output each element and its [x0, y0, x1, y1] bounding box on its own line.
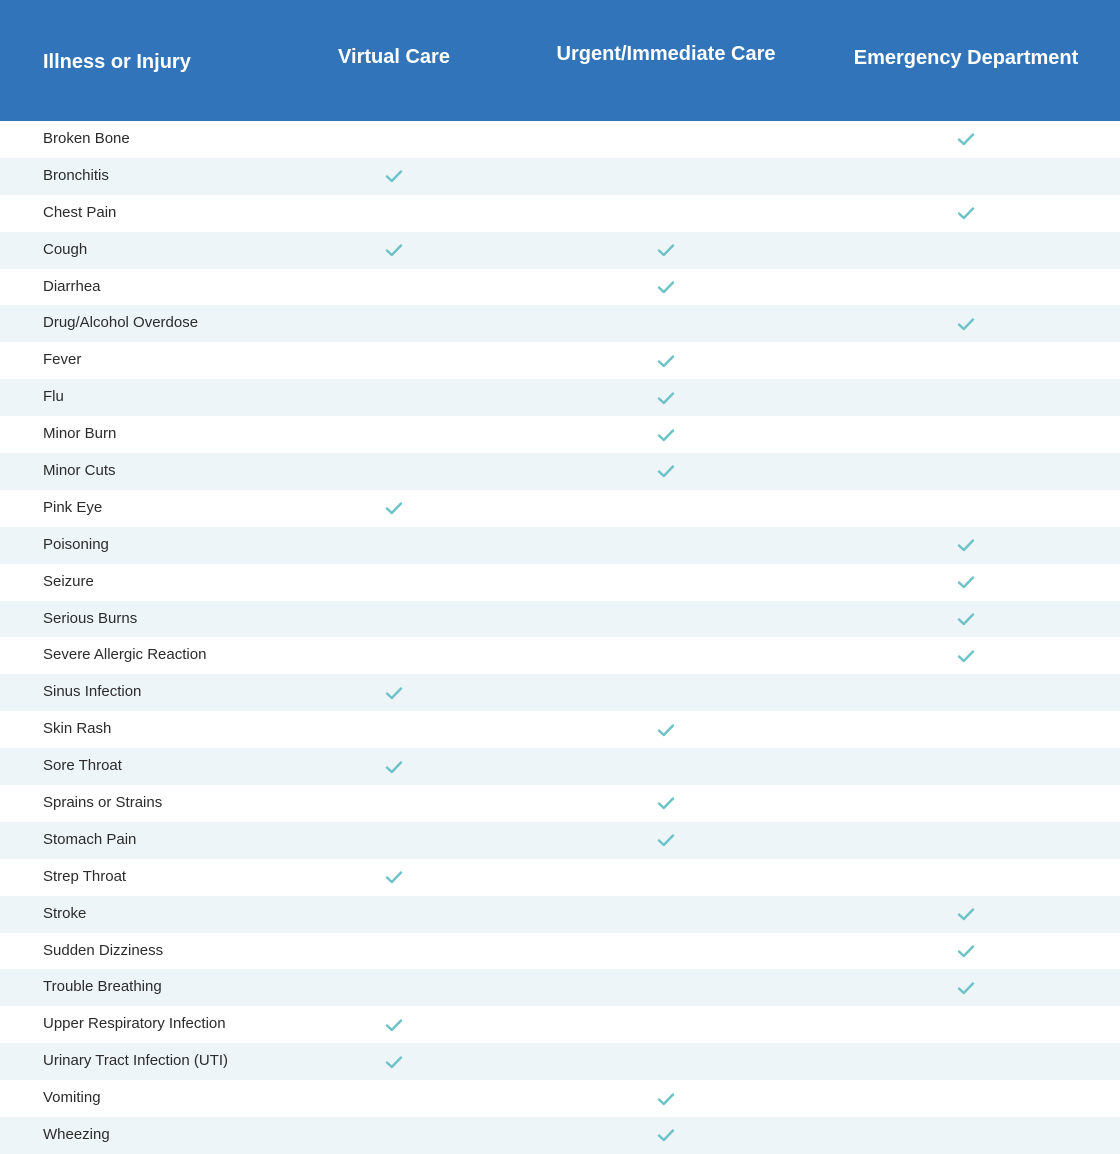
column-header-virtual-care: Virtual Care — [338, 46, 450, 68]
illness-name: Minor Burn — [43, 425, 117, 443]
illness-name: Drug/Alcohol Overdose — [43, 314, 199, 332]
table-row — [0, 564, 1120, 601]
illness-name: Wheezing — [43, 1126, 110, 1144]
table-row — [0, 305, 1120, 342]
illness-name: Minor Cuts — [43, 462, 116, 480]
check-icon-urgent-care — [646, 453, 686, 490]
table-row — [0, 379, 1120, 416]
illness-name: Fever — [43, 351, 82, 369]
table-row — [0, 342, 1120, 379]
illness-name: Bronchitis — [43, 166, 109, 184]
column-header-illness: Illness or Injury — [43, 51, 191, 73]
check-icon-urgent-care — [646, 711, 686, 748]
check-icon-virtual-care — [374, 158, 414, 195]
table-row — [0, 1117, 1120, 1154]
check-icon-urgent-care — [646, 416, 686, 453]
check-icon-urgent-care — [646, 1117, 686, 1154]
table-row — [0, 269, 1120, 306]
check-icon-emergency — [946, 601, 986, 638]
table-row — [0, 195, 1120, 232]
table-row — [0, 822, 1120, 859]
table-row — [0, 490, 1120, 527]
illness-name: Diarrhea — [43, 277, 101, 295]
table-row — [0, 121, 1120, 158]
check-icon-emergency — [946, 564, 986, 601]
check-icon-emergency — [946, 637, 986, 674]
check-icon-virtual-care — [374, 490, 414, 527]
check-icon-urgent-care — [646, 785, 686, 822]
table-row — [0, 674, 1120, 711]
check-icon-emergency — [946, 896, 986, 933]
table-row — [0, 785, 1120, 822]
check-icon-urgent-care — [646, 269, 686, 306]
illness-name: Severe Allergic Reaction — [43, 646, 207, 664]
table-row — [0, 416, 1120, 453]
check-icon-virtual-care — [374, 748, 414, 785]
illness-name: Broken Bone — [43, 130, 130, 147]
check-icon-emergency — [946, 527, 986, 564]
table-row — [0, 158, 1120, 195]
check-icon-emergency — [946, 933, 986, 970]
check-icon-urgent-care — [646, 1080, 686, 1117]
illness-name: Sprains or Strains — [43, 794, 163, 812]
table-row — [0, 1043, 1120, 1080]
illness-name: Pink Eye — [43, 498, 103, 516]
illness-name: Sore Throat — [43, 757, 122, 775]
check-icon-virtual-care — [374, 859, 414, 896]
check-icon-urgent-care — [646, 822, 686, 859]
table-row — [0, 1080, 1120, 1117]
table-row — [0, 1006, 1120, 1043]
table-row — [0, 969, 1120, 1006]
illness-name: Sinus Infection — [43, 683, 142, 701]
table-row — [0, 711, 1120, 748]
check-icon-emergency — [946, 121, 986, 158]
table-row — [0, 527, 1120, 564]
check-icon-emergency — [946, 195, 986, 232]
table-row — [0, 859, 1120, 896]
table-row — [0, 896, 1120, 933]
check-icon-urgent-care — [646, 342, 686, 379]
table-header — [0, 0, 1120, 121]
illness-name: Trouble Breathing — [43, 978, 162, 996]
check-icon-virtual-care — [374, 1043, 414, 1080]
column-header-urgent-care: Urgent/Immediate Care — [556, 43, 776, 65]
illness-name: Upper Respiratory Infection — [43, 1015, 226, 1033]
illness-name: Urinary Tract Infection (UTI) — [43, 1052, 229, 1070]
table-row — [0, 232, 1120, 269]
table-row — [0, 933, 1120, 970]
illness-name: Skin Rash — [43, 720, 112, 738]
check-icon-urgent-care — [646, 232, 686, 269]
check-icon-virtual-care — [374, 674, 414, 711]
check-icon-virtual-care — [374, 232, 414, 269]
check-icon-virtual-care — [374, 1006, 414, 1043]
illness-name: Poisoning — [43, 535, 109, 553]
illness-name: Stomach Pain — [43, 830, 137, 848]
table-row — [0, 637, 1120, 674]
illness-name: Serious Burns — [43, 609, 138, 627]
illness-name: Cough — [43, 240, 88, 258]
column-header-emergency: Emergency Department — [853, 47, 1079, 69]
check-icon-emergency — [946, 969, 986, 1006]
illness-name: Strep Throat — [43, 867, 127, 885]
table-body — [0, 121, 1120, 1154]
illness-name: Seizure — [43, 572, 94, 590]
table-row — [0, 748, 1120, 785]
check-icon-urgent-care — [646, 379, 686, 416]
table-row — [0, 453, 1120, 490]
illness-name: Chest Pain — [43, 203, 117, 221]
check-icon-emergency — [946, 305, 986, 342]
illness-name: Stroke — [43, 904, 87, 922]
illness-name: Vomiting — [43, 1089, 101, 1107]
illness-name: Sudden Dizziness — [43, 941, 164, 959]
table-row — [0, 601, 1120, 638]
illness-name: Flu — [43, 388, 64, 406]
